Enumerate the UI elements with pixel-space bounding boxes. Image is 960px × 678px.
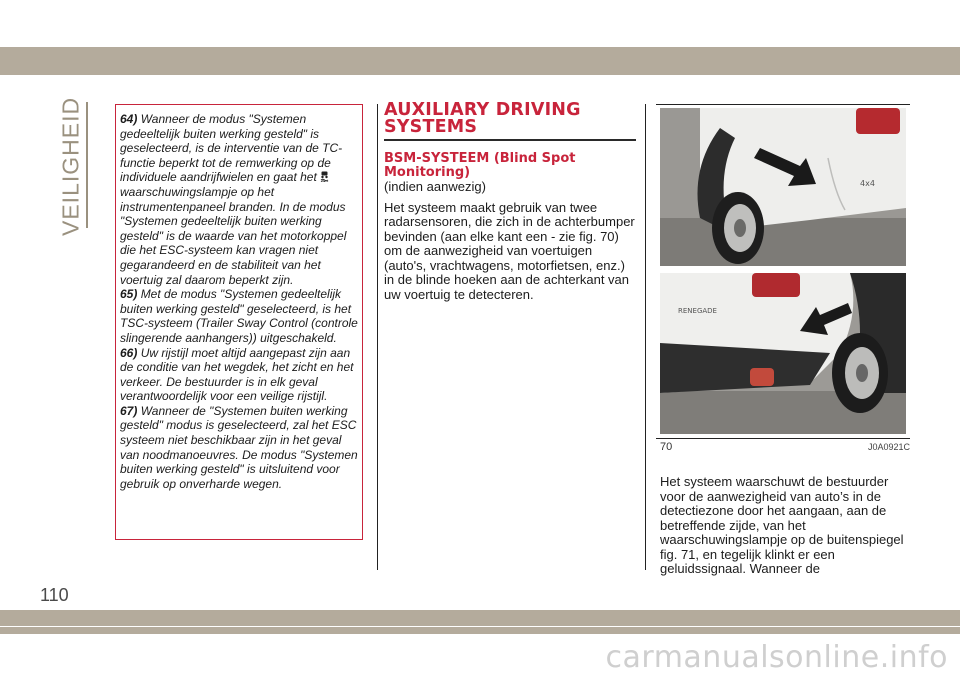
svg-text:RENEGADE: RENEGADE [678,307,717,315]
heading-line: BSM-SYSTEEM (Blind Spot [384,151,576,166]
page-title [384,102,636,136]
esc-off-warning-icon [320,171,329,182]
figure-photo-rear-right [660,273,906,434]
watermark: carmanualsonline.info [605,640,948,675]
title-line: AUXILIARY DRIVING [384,100,581,120]
note-67 [120,404,358,492]
notes-box [115,104,363,540]
section-heading [384,152,636,180]
note-text: waarschuwingslampje op het instrumentenpaneel branden. In de modus "Systemen gedeeltelijk buiten werking gesteld" is de waarde van het motorkoppel die het ESC-systeem kan vragen niet gegarandeerd en de stabiliteit van het voertuig zal daarom beperkt zijn. [120,184,347,287]
right-column-text [660,475,910,577]
main-column [384,102,636,302]
body-paragraph: Het systeem waarschuwt de bestuurder voor de aanwezigheid van auto’s in de detectiezone door het aangaan, aan de betreffende zijde, van het waarschuwingslampje op de buitenspiegel fig. 71, en tegelijk klinkt er een geluidssignaal. Wanneer de [660,474,904,576]
figure-top-rule [656,104,910,105]
column-divider [645,104,646,570]
note-64 [120,112,358,287]
top-margin [0,0,960,47]
column-divider [377,104,378,570]
figure-bottom-rule [656,438,910,439]
note-text: Wanneer de modus "Systemen gedeeltelijk buiten werking gesteld" is geselecteerd, is de interventie van de TC-functie beperkt tot de remwerking op de individuele aandrijfwielen en gaat het [120,112,343,185]
footer-band-thin [0,627,960,634]
note-number: 64) [120,112,138,126]
note-text: Uw rijstijl moet altijd aangepast zijn aan de conditie van het wegdek, het zicht en het verkeer. De bestuurder is in elk geval verantwoordelijk voor een veilige rijstijl. [120,345,354,404]
title-line: SYSTEMS [384,117,478,137]
page-number: 110 [40,585,69,605]
section-tab: VEILIGHEID [57,96,84,236]
body-paragraph: Het systeem maakt gebruik van twee radarsensoren, die zich in de achterbumper bevinden (aan elke kant een - zie fig. 70) om de aanwezigheid van voertuigen (auto's, vrachtwagens, motorfietsen, enz.) in de blinde hoeken aan de achterkant van uw voertuig te detecteren. [384,199,635,302]
optional-note: (indien aanwezig) [384,179,486,194]
section-tab-rule [86,102,88,228]
heading-line: Monitoring) [384,165,471,180]
header-band [0,47,960,75]
note-number: 65) [120,287,138,302]
note-66 [120,346,358,404]
figure-code: J0A0921C [868,442,911,452]
title-rule [384,139,636,141]
note-number: 67) [120,403,138,418]
note-text: Met de modus "Systemen gedeeltelijk buiten werking gesteld" geselecteerd, is het TSC-systeem (Trailer Sway Control (controle slingerende aanhangers)) uitgeschakeld. [120,287,358,345]
figure-photo-rear-left [660,108,906,266]
note-65 [120,287,358,345]
svg-text:4x4: 4x4 [860,179,875,188]
note-text: Wanneer de "Systemen buiten werking gesteld" modus is geselecteerd, zal het ESC systeem niet beschikbaar zijn in het geval van noodmanoeuvres. De modus "Systemen buiten werking gesteld" is uitsluitend voor gebruik op onverharde wegen. [120,403,358,491]
footer-band [0,610,960,626]
figure-number: 70 [660,441,673,453]
note-number: 66) [120,345,138,360]
